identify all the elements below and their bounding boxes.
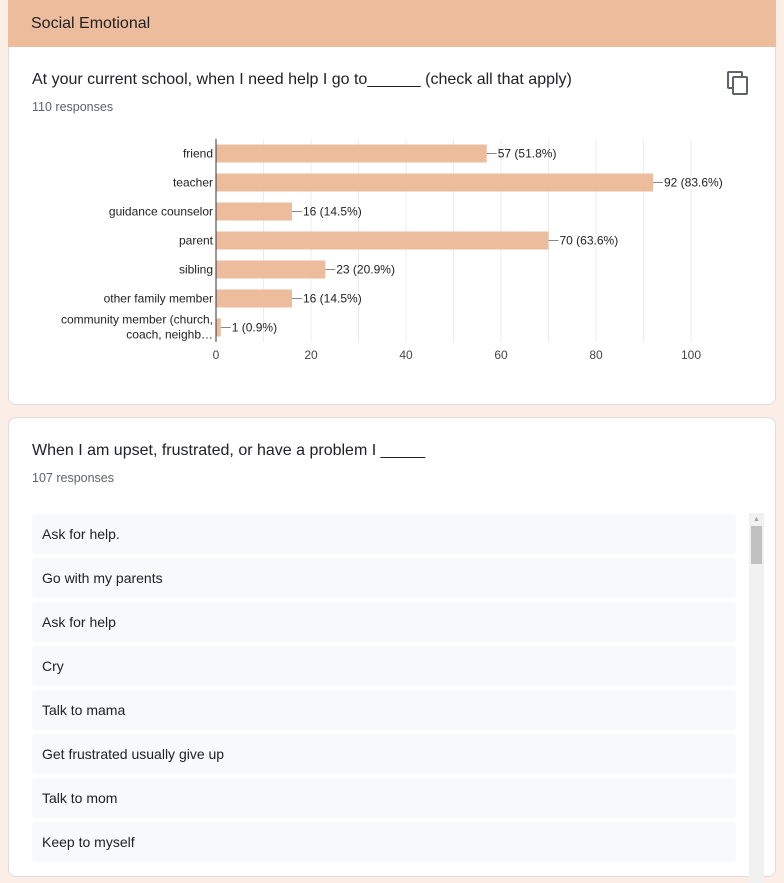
- question-title: At your current school, when I need help I go to______ (check all that apply): [32, 71, 572, 88]
- x-tick-label: 80: [589, 348, 603, 362]
- data-label: 70 (63.6%): [559, 233, 619, 248]
- bar: [216, 203, 292, 221]
- category-label: sibling: [178, 262, 213, 277]
- x-tick-label: 40: [399, 348, 413, 362]
- data-label: 16 (14.5%): [303, 291, 362, 306]
- response-list: [32, 514, 736, 866]
- category-label: parent: [178, 233, 213, 248]
- bar: [216, 319, 221, 337]
- x-tick-label: 0: [212, 348, 220, 362]
- response-count-2: 107 responses: [32, 471, 115, 485]
- response-item: Cry: [32, 646, 736, 686]
- response-item: Get frustrated usually give up: [32, 734, 736, 774]
- response-item: Ask for help.: [32, 514, 736, 554]
- section-header: [8, 0, 776, 47]
- x-tick-label: 20: [304, 348, 318, 362]
- category-label: other family member: [103, 291, 213, 306]
- x-tick-label: 100: [680, 348, 702, 362]
- response-item: Ask for help: [32, 602, 736, 642]
- category-label: community member (church, coach, neighb…: [60, 312, 213, 342]
- response-item: Go with my parents: [32, 558, 736, 598]
- category-label: guidance counselor: [108, 204, 213, 219]
- bar: [216, 232, 549, 250]
- data-label: 1 (0.9%): [231, 320, 278, 335]
- x-tick-label: 60: [494, 348, 508, 362]
- data-label: 57 (51.8%): [497, 146, 557, 161]
- section-title: Social Emotional: [31, 14, 151, 32]
- response-item: Talk to mama: [32, 690, 736, 730]
- bar: [216, 174, 653, 192]
- question-card-upset: [8, 417, 776, 877]
- bar: [216, 145, 487, 163]
- scrollbar[interactable]: [749, 513, 764, 883]
- response-item: Keep to myself: [32, 822, 736, 862]
- scroll-up-arrow-icon[interactable]: ▲: [753, 515, 760, 523]
- data-label: 92 (83.6%): [664, 175, 723, 190]
- data-label: 23 (20.9%): [336, 262, 395, 277]
- bar-chart: [9, 47, 775, 377]
- bar: [216, 261, 325, 279]
- bar: [216, 290, 292, 308]
- category-label: teacher: [172, 175, 213, 190]
- response-count: 110 responses: [32, 100, 114, 114]
- response-item: Talk to mom: [32, 778, 736, 818]
- data-label: 16 (14.5%): [303, 204, 362, 219]
- scroll-thumb[interactable]: [751, 526, 762, 564]
- question-card-help: [8, 47, 776, 405]
- question-title-2: When I am upset, frustrated, or have a problem I _____: [32, 442, 426, 459]
- category-label: friend: [182, 146, 213, 161]
